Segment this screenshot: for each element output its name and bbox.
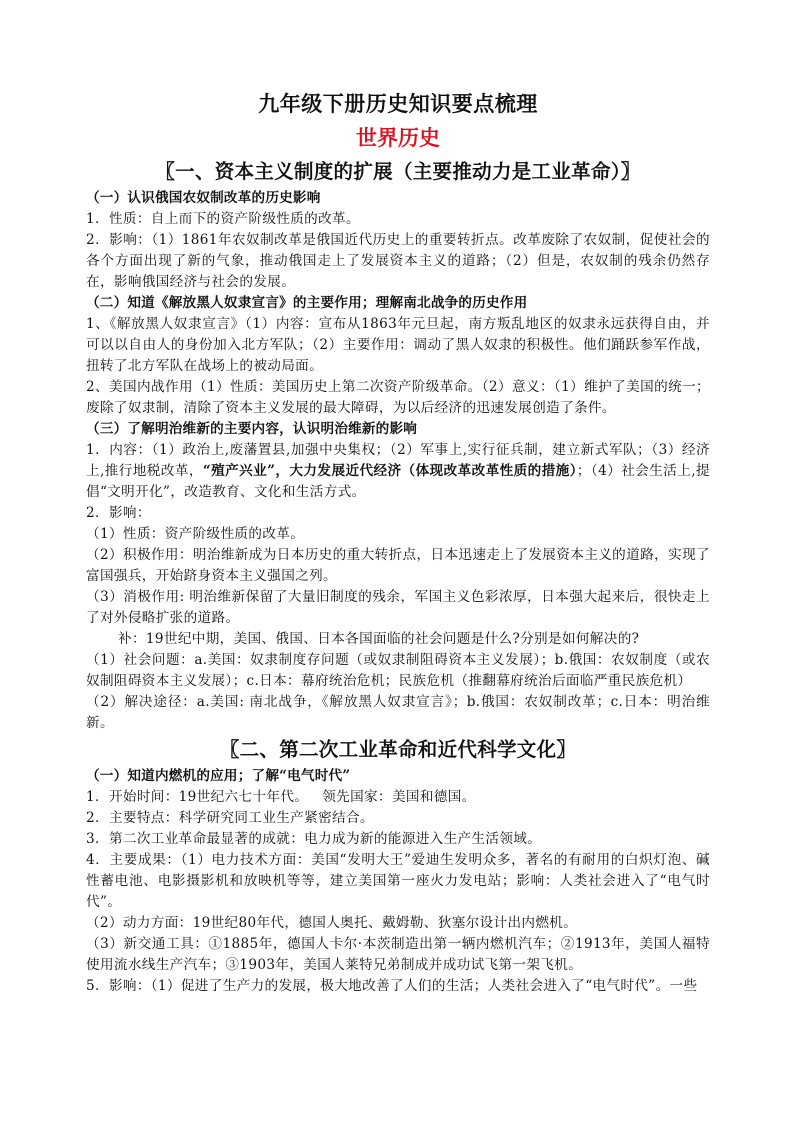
paragraph: （2）解决途径：a.美国: 南北战争，《解放黑人奴隶宣言》；b.俄国：农奴制改革；c.日本：明治维新。 [86,694,710,731]
paragraph: 1．性质：自上而下的资产阶级性质的改革。 [86,211,360,227]
paragraph: 5．影响：（1）促进了生产力的发展，极大地改善了人们的生活；人类社会进入了“电气时代”。一些 [86,978,698,994]
subheading-emancipation-proclamation: （二）知道《解放黑人奴隶宣言》的主要作用；理解南北战争的历史作用 [86,295,528,311]
subheading-internal-combustion-engine: （一）知道内燃机的应用；了解“电气时代” [86,768,351,784]
paragraph: 3．第二次工业革命最显著的成就：电力成为新的能源进入生产生活领域。 [86,831,542,847]
paragraph: 1．开始时间：19世纪六七十年代。 领先国家：美国和德国。 [86,789,476,805]
paragraph: （3）消极作用: 明治维新保留了大量旧制度的残余，军国主义色彩浓厚，日本强大起来后，很快走上了对外侵略扩张的道路。 [86,589,710,626]
paragraph: 2．影响： [86,505,151,521]
paragraph-meiji-content [86,440,710,503]
supplement-note: 补：19世纪中期，美国、俄国、日本各国面临的社会问题是什么?分别是如何解决的? [118,631,640,647]
document-title: 九年级下册历史知识要点梳理 [258,91,538,116]
subtitle-world-history: 世界历史 [356,125,440,150]
section-heading-second-industrial-revolution: 〖二、第二次工业革命和近代科学文化〗 [219,738,577,761]
paragraph: （3）新交通工具：①1885年，德国人卡尔·本茨制造出第一辆内燃机汽车；②1913年，美国人福特使用流水线生产汽车；③1903年，美国人莱特兄弟制成并成功试飞第一架飞机。 [86,936,710,973]
paragraph: （2）积极作用：明治维新成为日本历史的重大转折点，日本迅速走上了发展资本主义的道路，实现了富国强兵，开始跻身资本主义强国之列。 [86,547,710,584]
text-run: 1．内容：（1）政治上,废藩置县,加强中央集权；（2）军事上,实行征兵制，建立新式军队；（3）经济上,推行地税改革， [86,442,710,479]
paragraph: 1、《解放黑人奴隶宣言》（1）内容：宣布从1863年元旦起，南方叛乱地区的奴隶永远获得自由，并可以以自由人的身份加入北方军队；（2）主要作用：调动了黑人奴隶的积极性。他们踊跃参军作战，扭转了北方军队在战场上的被动局面。 [86,316,710,374]
paragraph: 2．主要特点：科学研究同工业生产紧密结合。 [86,810,374,826]
paragraph: 4．主要成果：（1）电力技术方面：美国“发明大王”爱迪生发明众多，著名的有耐用的白炽灯泡、碱性蓄电池、电影摄影机和放映机等等，建立美国第一座火力发电站；影响：人类社会进入了“电气时代”。 [86,852,710,910]
paragraph: （2）动力方面：19世纪80年代，德国人奥托、戴姆勒、狄塞尔设计出内燃机。 [86,915,578,931]
subheading-russia-serfdom-reform: （一）认识俄国农奴制改革的历史影响 [86,190,321,206]
paragraph: （1）社会问题：a.美国：奴隶制度存问题（或奴隶制阻碍资本主义发展）；b.俄国：农奴制度（或农奴制阻碍资本主义发展）；c.日本：幕府统治危机；民族危机（推翻幕府统治后面临严重民族危机） [86,652,710,689]
paragraph: 2．影响：（1）1861年农奴制改革是俄国近代历史上的重要转折点。改革废除了农奴制，促使社会的各个方面出现了新的气象，推动俄国走上了发展资本主义的道路；（2）但是，农奴制的残余仍然存在，影响俄国经济与社会的发展。 [86,232,710,290]
subheading-meiji-restoration: （三）了解明治维新的主要内容，认识明治维新的影响 [86,421,418,437]
paragraph: 2、美国内战作用（1）性质：美国历史上第二次资产阶级革命。（2）意义：（1）维护了美国的统一；废除了奴隶制，清除了资本主义发展的最大障碍，为以后经济的迅速发展创造了条件。 [86,379,710,416]
text-run: ；（4）社会生活上,提倡“文明开化”，改造教育、文化和生活方式。 [86,463,710,500]
section-heading-capitalism-expansion: 〖一、资本主义制度的扩展（主要推动力是工业革命）〗 [155,160,641,183]
emphasis-text: “殖产兴业”，大力发展近代经济（体现改革改革性质的措施） [202,463,577,479]
paragraph: （1）性质：资产阶级性质的改革。 [86,526,305,542]
